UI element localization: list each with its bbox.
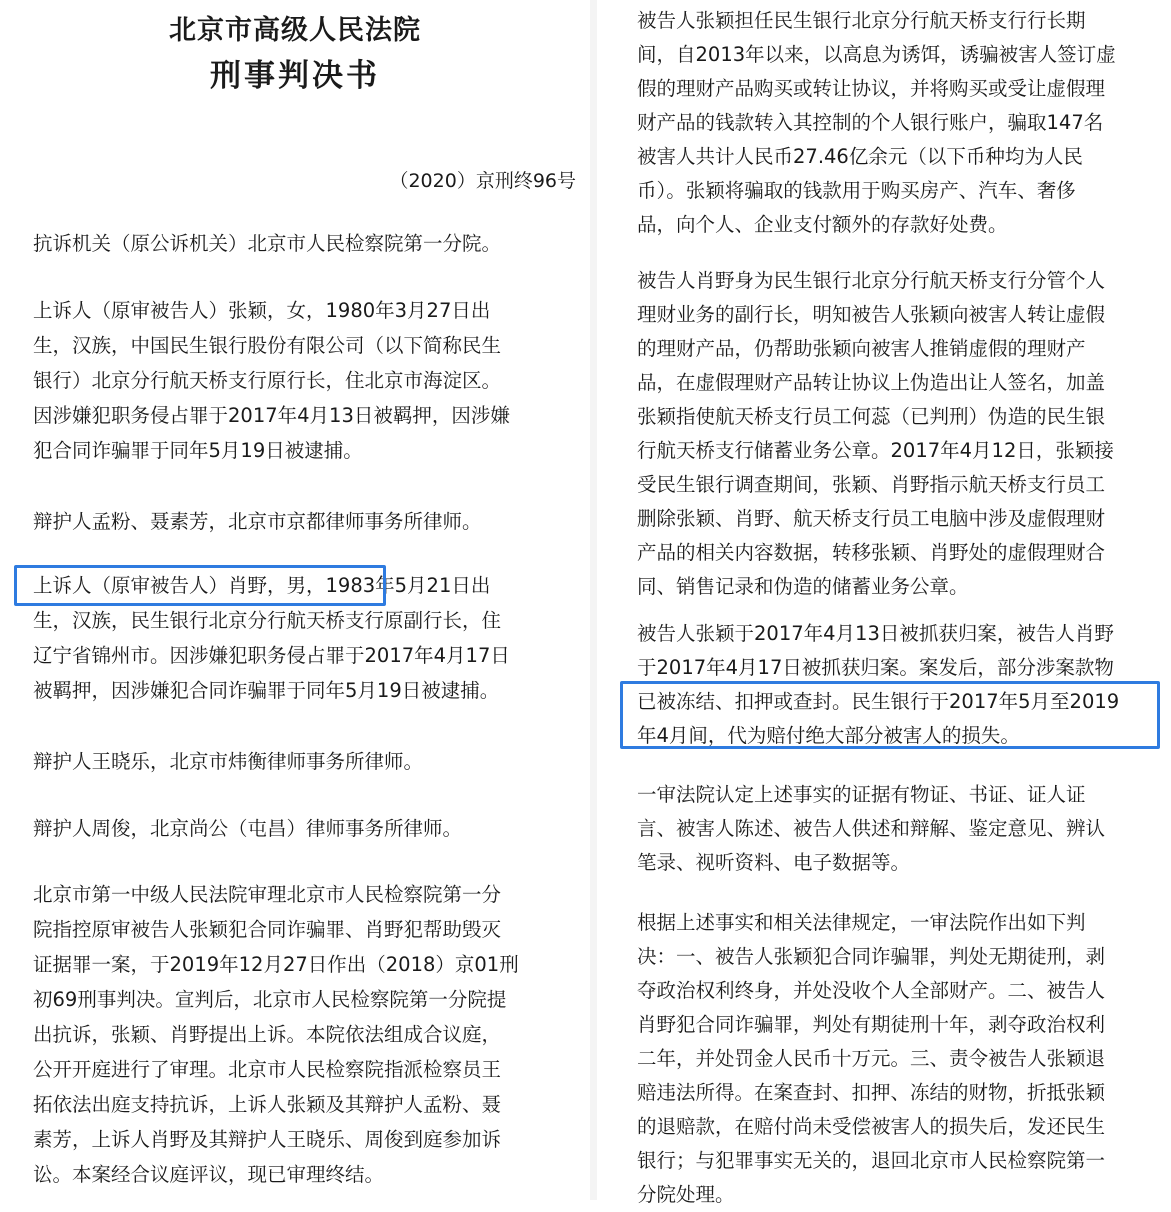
document-type-title: 刑事判决书: [210, 58, 380, 94]
text-line: 辩护人王晓乐，北京市炜衡律师事务所律师。: [33, 750, 424, 773]
defender-2-paragraph: [33, 744, 585, 779]
text-line: 犯合同诈骗罪于同年5月19日被逮捕。: [33, 439, 363, 462]
text-line: 假的理财产品购买或转让协议，并将购买或受让虚假理: [637, 77, 1106, 100]
text-line: 财产品的钱款转入其控制的个人银行账户，骗取147名: [637, 111, 1104, 134]
text-line: 抗诉机关（原公诉机关）北京市人民检察院第一分院。: [33, 232, 502, 255]
text-line: 的理财产品，仍帮助张颖向被害人推销虚假的理财产: [637, 337, 1086, 360]
text-line: 受民生银行调查期间，张颖、肖野指示航天桥支行员工: [637, 473, 1106, 496]
text-line: 理财业务的副行长，明知被告人张颖向被害人转让虚假: [637, 303, 1106, 326]
right-page: [597, 0, 1171, 1206]
facts-zhang-paragraph: [637, 4, 1167, 242]
text-line: 分院处理。: [637, 1183, 735, 1206]
text-line: 被告人张颖担任民生银行北京分行航天桥支行行长期: [637, 9, 1086, 32]
text-line: 夺政治权利终身，并处没收个人全部财产。二、被告人: [637, 979, 1106, 1002]
text-line: 初69刑事判决。宣判后，北京市人民检察院第一分院提: [33, 988, 507, 1011]
text-line: 同、销售记录和伪造的储蓄业务公章。: [637, 575, 969, 598]
text-line: 上诉人（原审被告人）张颖，女，1980年3月27日出: [33, 299, 491, 322]
text-line: 决：一、被告人张颖犯合同诈骗罪，判处无期徒刑，剥: [637, 945, 1106, 968]
text-line: 辩护人孟粉、聂素芳，北京市京都律师事务所律师。: [33, 510, 482, 533]
text-line: 赔违法所得。在案查封、扣押、冻结的财物，折抵张颖: [637, 1081, 1106, 1104]
text-line: 生，汉族，中国民生银行股份有限公司（以下简称民生: [33, 334, 502, 357]
text-line: 银行）北京分行航天桥支行原行长，住北京市海淀区。: [33, 369, 502, 392]
text-line: 删除张颖、肖野、航天桥支行员工电脑中涉及虚假理财: [637, 507, 1106, 530]
defender-1-paragraph: [33, 504, 585, 539]
judgment-paragraph: [637, 906, 1167, 1212]
highlight-box-xiao: [14, 565, 386, 606]
text-line: 出抗诉，张颖、肖野提出上诉。本院依法组成合议庭，: [33, 1023, 502, 1046]
text-line: 素芳，上诉人肖野及其辩护人王晓乐、周俊到庭参加诉: [33, 1128, 502, 1151]
text-line: 因涉嫌犯职务侵占罪于2017年4月13日被羁押，因涉嫌: [33, 404, 510, 427]
column-divider: [590, 0, 597, 1200]
protest-organ-paragraph: [33, 226, 585, 261]
text-line: 张颖指使航天桥支行员工何蕊（已判刑）伪造的民生银: [637, 405, 1106, 428]
appellant-zhang-paragraph: [33, 293, 585, 468]
text-line: 年4月间，代为赔付绝大部分被害人的损失。: [637, 724, 1020, 747]
text-line: 肖野犯合同诈骗罪，判处有期徒刑十年，剥夺政治权利: [637, 1013, 1106, 1036]
text-line: 已被冻结、扣押或查封。民生银行于2017年5月至2019: [637, 690, 1120, 713]
case-number: （2020）京刑终96号: [389, 170, 576, 192]
highlight-box-compensation: [620, 681, 1160, 749]
text-line: 公开开庭进行了审理。北京市人民检察院指派检察员王: [33, 1058, 502, 1081]
text-line: 生，汉族，民生银行北京分行航天桥支行原副行长，住: [33, 609, 502, 632]
text-line: 院指控原审被告人张颖犯合同诈骗罪、肖野犯帮助毁灭: [33, 918, 502, 941]
text-line: 于2017年4月17日被抓获归案。案发后，部分涉案款物: [637, 656, 1114, 679]
text-line: 讼。本案经合议庭评议，现已审理终结。: [33, 1163, 385, 1186]
text-line: 笔录、视听资料、电子数据等。: [637, 851, 911, 874]
text-line: 根据上述事实和相关法律规定，一审法院作出如下判: [637, 911, 1086, 934]
facts-xiao-paragraph: [637, 264, 1167, 604]
text-line: 品，在虚假理财产品转让协议上伪造出让人签名，加盖: [637, 371, 1106, 394]
text-line: 被害人共计人民币27.46亿余元（以下币种均为人民: [637, 145, 1083, 168]
text-line: 产品的相关内容数据，转移张颖、肖野处的虚假理财合: [637, 541, 1106, 564]
text-line: 言、被害人陈述、被告人供述和辩解、鉴定意见、辨认: [637, 817, 1106, 840]
court-name: 北京市高级人民法院: [169, 15, 421, 46]
text-line: 辽宁省锦州市。因涉嫌犯职务侵占罪于2017年4月17日: [33, 644, 510, 667]
defender-3-paragraph: [33, 811, 585, 846]
text-line: 北京市第一中级人民法院审理北京市人民检察院第一分: [33, 883, 502, 906]
text-line: 币）。张颖将骗取的钱款用于购买房产、汽车、奢侈: [637, 179, 1076, 202]
text-line: 行航天桥支行储蓄业务公章。2017年4月12日，张颖接: [637, 439, 1114, 462]
text-line: 拓依法出庭支持抗诉，上诉人张颖及其辩护人孟粉、聂: [33, 1093, 502, 1116]
text-line: 被告人张颖于2017年4月13日被抓获归案，被告人肖野: [637, 622, 1114, 645]
text-line: 品，向个人、企业支付额外的存款好处费。: [637, 213, 1008, 236]
text-line: 证据罪一案，于2019年12月27日作出（2018）京01刑: [33, 953, 519, 976]
text-line: 一审法院认定上述事实的证据有物证、书证、证人证: [637, 783, 1086, 806]
text-line: 被告人肖野身为民生银行北京分行航天桥支行分管个人: [637, 269, 1106, 292]
text-line: 的退赔款，在赔付尚未受偿被害人的损失后，发还民生: [637, 1115, 1106, 1138]
text-line: 辩护人周俊，北京尚公（屯昌）律师事务所律师。: [33, 817, 463, 840]
evidence-paragraph: [637, 778, 1167, 880]
text-line: 上诉人（原审被告人）肖野，男，1983年5月21日出: [33, 574, 491, 597]
procedure-paragraph: [33, 877, 585, 1192]
text-line: 被羁押，因涉嫌犯合同诈骗罪于同年5月19日被逮捕。: [33, 679, 500, 702]
text-line: 银行；与犯罪事实无关的，退回北京市人民检察院第一: [637, 1149, 1106, 1172]
left-page: [0, 0, 590, 1200]
text-line: 间，自2013年以来，以高息为诱饵，诱骗被害人签订虚: [637, 43, 1116, 66]
text-line: 二年，并处罚金人民币十万元。三、责令被告人张颖退: [637, 1047, 1106, 1070]
